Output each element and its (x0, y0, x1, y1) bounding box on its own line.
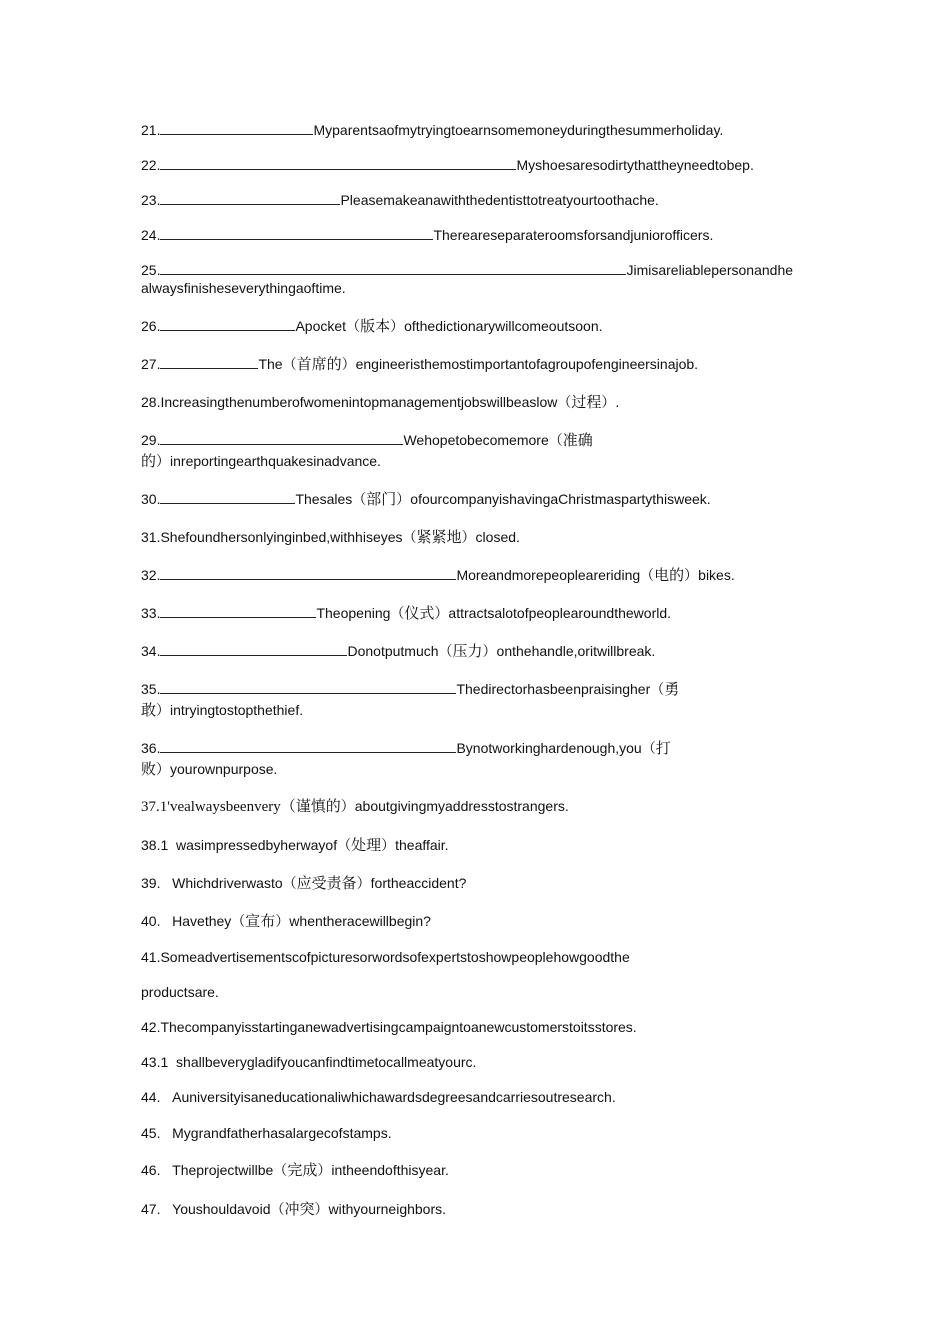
question-text: Shefoundhersonlyinginbed,withhiseyes（ (160, 529, 417, 545)
question-text: Theopening（ (316, 605, 405, 621)
question-text: wasimpressedbyherwayof（ (176, 837, 352, 853)
chinese-hint: 版本 (360, 317, 391, 335)
question-47 (141, 1200, 811, 1219)
chinese-hint: 谨慎的 (295, 797, 341, 815)
question-text: Wehopetobecomemore（ (403, 432, 563, 448)
question-44 (141, 1088, 811, 1107)
question-text: Havethey（ (172, 913, 246, 929)
question-number: 44. (141, 1089, 161, 1105)
question-text: ）engineeristhemostimportantofagroupofengineersinajob. (341, 356, 699, 372)
question-40 (141, 912, 811, 931)
chinese-hint: 应受责备 (296, 874, 357, 892)
question-25 (141, 261, 811, 280)
answer-blank[interactable] (160, 566, 456, 580)
question-30 (141, 490, 811, 509)
question-36-continued (141, 760, 811, 779)
answer-blank[interactable] (160, 261, 626, 275)
question-text: Auniversityisaneducationaliwhichawardsdegreesandcarriesoutresearch. (172, 1089, 616, 1105)
question-text: Thesales（ (295, 491, 367, 507)
question-text: Increasingthenumberofwomenintopmanagementjobswillbeaslow（ (160, 394, 572, 410)
chinese-hint: 电的 (654, 566, 685, 584)
answer-blank[interactable] (160, 642, 347, 656)
chinese-hint: 完成 (287, 1161, 318, 1179)
question-text: Moreandmorepeopleareriding（ (456, 567, 655, 583)
question-32 (141, 566, 811, 585)
answer-blank[interactable] (160, 191, 340, 205)
question-39 (141, 874, 811, 893)
question-37 (141, 797, 811, 817)
answer-blank[interactable] (160, 121, 313, 135)
question-text: Thereareseparateroomsforsandjuniorofficers. (433, 227, 714, 243)
question-text: ）intheendofthisyear. (317, 1162, 449, 1178)
question-text: productsare. (141, 984, 219, 1000)
chinese-hint: 冲突 (284, 1200, 315, 1218)
chinese-hint: 压力 (452, 642, 483, 660)
question-text: Jimisareliablepersonandhe (626, 262, 794, 278)
question-text: ）onthehandle,oritwillbreak. (482, 643, 656, 659)
chinese-hint: 部门 (366, 490, 397, 508)
question-text: Myshoesaresodirtythattheyneedtobep. (516, 157, 754, 173)
question-text: ）intryingtostopthethief. (156, 702, 304, 718)
question-34 (141, 642, 811, 661)
question-26 (141, 317, 811, 336)
answer-blank[interactable] (160, 680, 456, 694)
question-number: 30. (141, 491, 161, 507)
question-text: Apocket（ (295, 318, 361, 334)
chinese-hint: 宣布 (245, 912, 276, 930)
question-text: Theprojectwillbe（ (172, 1162, 288, 1178)
question-text: Youshouldavoid（ (172, 1201, 285, 1217)
answer-blank[interactable] (160, 317, 295, 331)
question-number: 28. (141, 394, 161, 410)
question-text: Someadvertisementscofpicturesorwordsofexpertstoshowpeoplehowgoodthe (160, 949, 630, 965)
question-42 (141, 1018, 811, 1037)
question-number: 32. (141, 567, 161, 583)
question-text: 'vealwaysbeenvery（ (167, 799, 296, 815)
question-number: 34. (141, 643, 161, 659)
question-number: 26. (141, 318, 161, 334)
question-24 (141, 226, 811, 245)
question-number: 27. (141, 356, 161, 372)
question-text: Bynotworkinghardenough,you（ (456, 740, 656, 756)
question-36 (141, 739, 811, 758)
question-text: ）fortheaccident? (356, 875, 467, 891)
question-43 (141, 1053, 811, 1072)
question-number: 23. (141, 192, 161, 208)
question-number: 39. (141, 875, 161, 891)
chinese-hint: 败 (141, 760, 157, 778)
question-number: 35. (141, 681, 161, 697)
question-35 (141, 680, 811, 699)
question-25-continued (141, 279, 811, 298)
question-29 (141, 431, 811, 450)
question-number: 25. (141, 262, 161, 278)
question-number: 33. (141, 605, 161, 621)
question-number: 37.1 (141, 799, 168, 815)
answer-blank[interactable] (160, 490, 295, 504)
question-text: ）theaffair. (381, 837, 449, 853)
question-text: ）. (601, 394, 620, 410)
answer-blank[interactable] (160, 226, 433, 240)
question-text: ）withyourneighbors. (314, 1201, 447, 1217)
question-text: ）ofourcompanyishavingaChristmaspartythisweek. (396, 491, 711, 507)
chinese-hint: 处理 (351, 836, 382, 854)
answer-blank[interactable] (160, 431, 403, 445)
question-38 (141, 836, 811, 855)
question-41-continued (141, 983, 811, 1002)
question-text: Pleasemakeanawiththedentisttotreatyourtoothache. (340, 192, 659, 208)
question-text: ）yourownpurpose. (156, 761, 278, 777)
question-22 (141, 156, 811, 175)
question-28 (141, 393, 811, 412)
question-text: alwaysfinisheseverythingaoftime. (141, 280, 346, 296)
question-number: 21. (141, 122, 161, 138)
question-text: Whichdriverwasto（ (172, 875, 297, 891)
question-number: 24. (141, 227, 161, 243)
question-number: 29. (141, 432, 161, 448)
question-text: Myparentsaofmytryingtoearnsomemoneyduringthesummerholiday. (313, 122, 724, 138)
question-number: 41. (141, 949, 161, 965)
chinese-hint: 准确 (562, 431, 593, 449)
question-text: ）ofthedictionarywillcomeoutsoon. (390, 318, 603, 334)
question-number: 46. (141, 1162, 161, 1178)
question-35-continued (141, 701, 811, 720)
question-number: 36. (141, 740, 161, 756)
chinese-hint: 打 (655, 739, 671, 757)
chinese-hint: 过程 (571, 393, 602, 411)
chinese-hint: 仪式 (404, 604, 435, 622)
question-text: ）inreportingearthquakesinadvance. (156, 453, 381, 469)
question-33 (141, 604, 811, 623)
question-number: 38.1 (141, 837, 169, 853)
question-text: Thedirectorhasbeenpraisingher（ (456, 681, 665, 697)
answer-blank[interactable] (160, 604, 316, 618)
question-number: 40. (141, 913, 161, 929)
chinese-hint: 勇 (664, 680, 680, 698)
question-text: ）bikes. (684, 567, 735, 583)
question-text: Thecompanyisstartinganewadvertisingcampaigntoanewcustomerstoitsstores. (160, 1019, 637, 1035)
answer-blank[interactable] (160, 739, 456, 753)
question-27 (141, 355, 811, 374)
question-41 (141, 948, 811, 967)
chinese-hint: 紧紧地 (416, 528, 462, 546)
answer-blank[interactable] (160, 355, 258, 369)
question-text: The（ (258, 356, 297, 372)
chinese-hint: 敢 (141, 701, 157, 719)
chinese-hint: 首席的 (296, 355, 342, 373)
question-text: Mygrandfatherhasalargecofstamps. (172, 1125, 392, 1141)
question-text: Donotputmuch（ (347, 643, 453, 659)
question-number: 22. (141, 157, 161, 173)
chinese-hint: 的 (141, 452, 157, 470)
question-23 (141, 191, 811, 210)
question-text: ）closed. (461, 529, 520, 545)
question-text: ）aboutgivingmyaddresstostrangers. (340, 798, 569, 814)
answer-blank[interactable] (160, 156, 516, 170)
question-29-continued (141, 452, 811, 471)
question-number: 31. (141, 529, 161, 545)
question-text: ）whentheracewillbegin? (275, 913, 431, 929)
question-number: 42. (141, 1019, 161, 1035)
question-21 (141, 121, 811, 140)
question-45 (141, 1124, 811, 1143)
question-number: 47. (141, 1201, 161, 1217)
question-text: shallbeverygladifyoucanfindtimetocallmeatyourc. (176, 1054, 477, 1070)
question-46 (141, 1161, 811, 1180)
question-31 (141, 528, 811, 547)
question-text: ）attractsalotofpeoplearoundtheworld. (434, 605, 672, 621)
question-number: 43.1 (141, 1054, 169, 1070)
question-number: 45. (141, 1125, 161, 1141)
